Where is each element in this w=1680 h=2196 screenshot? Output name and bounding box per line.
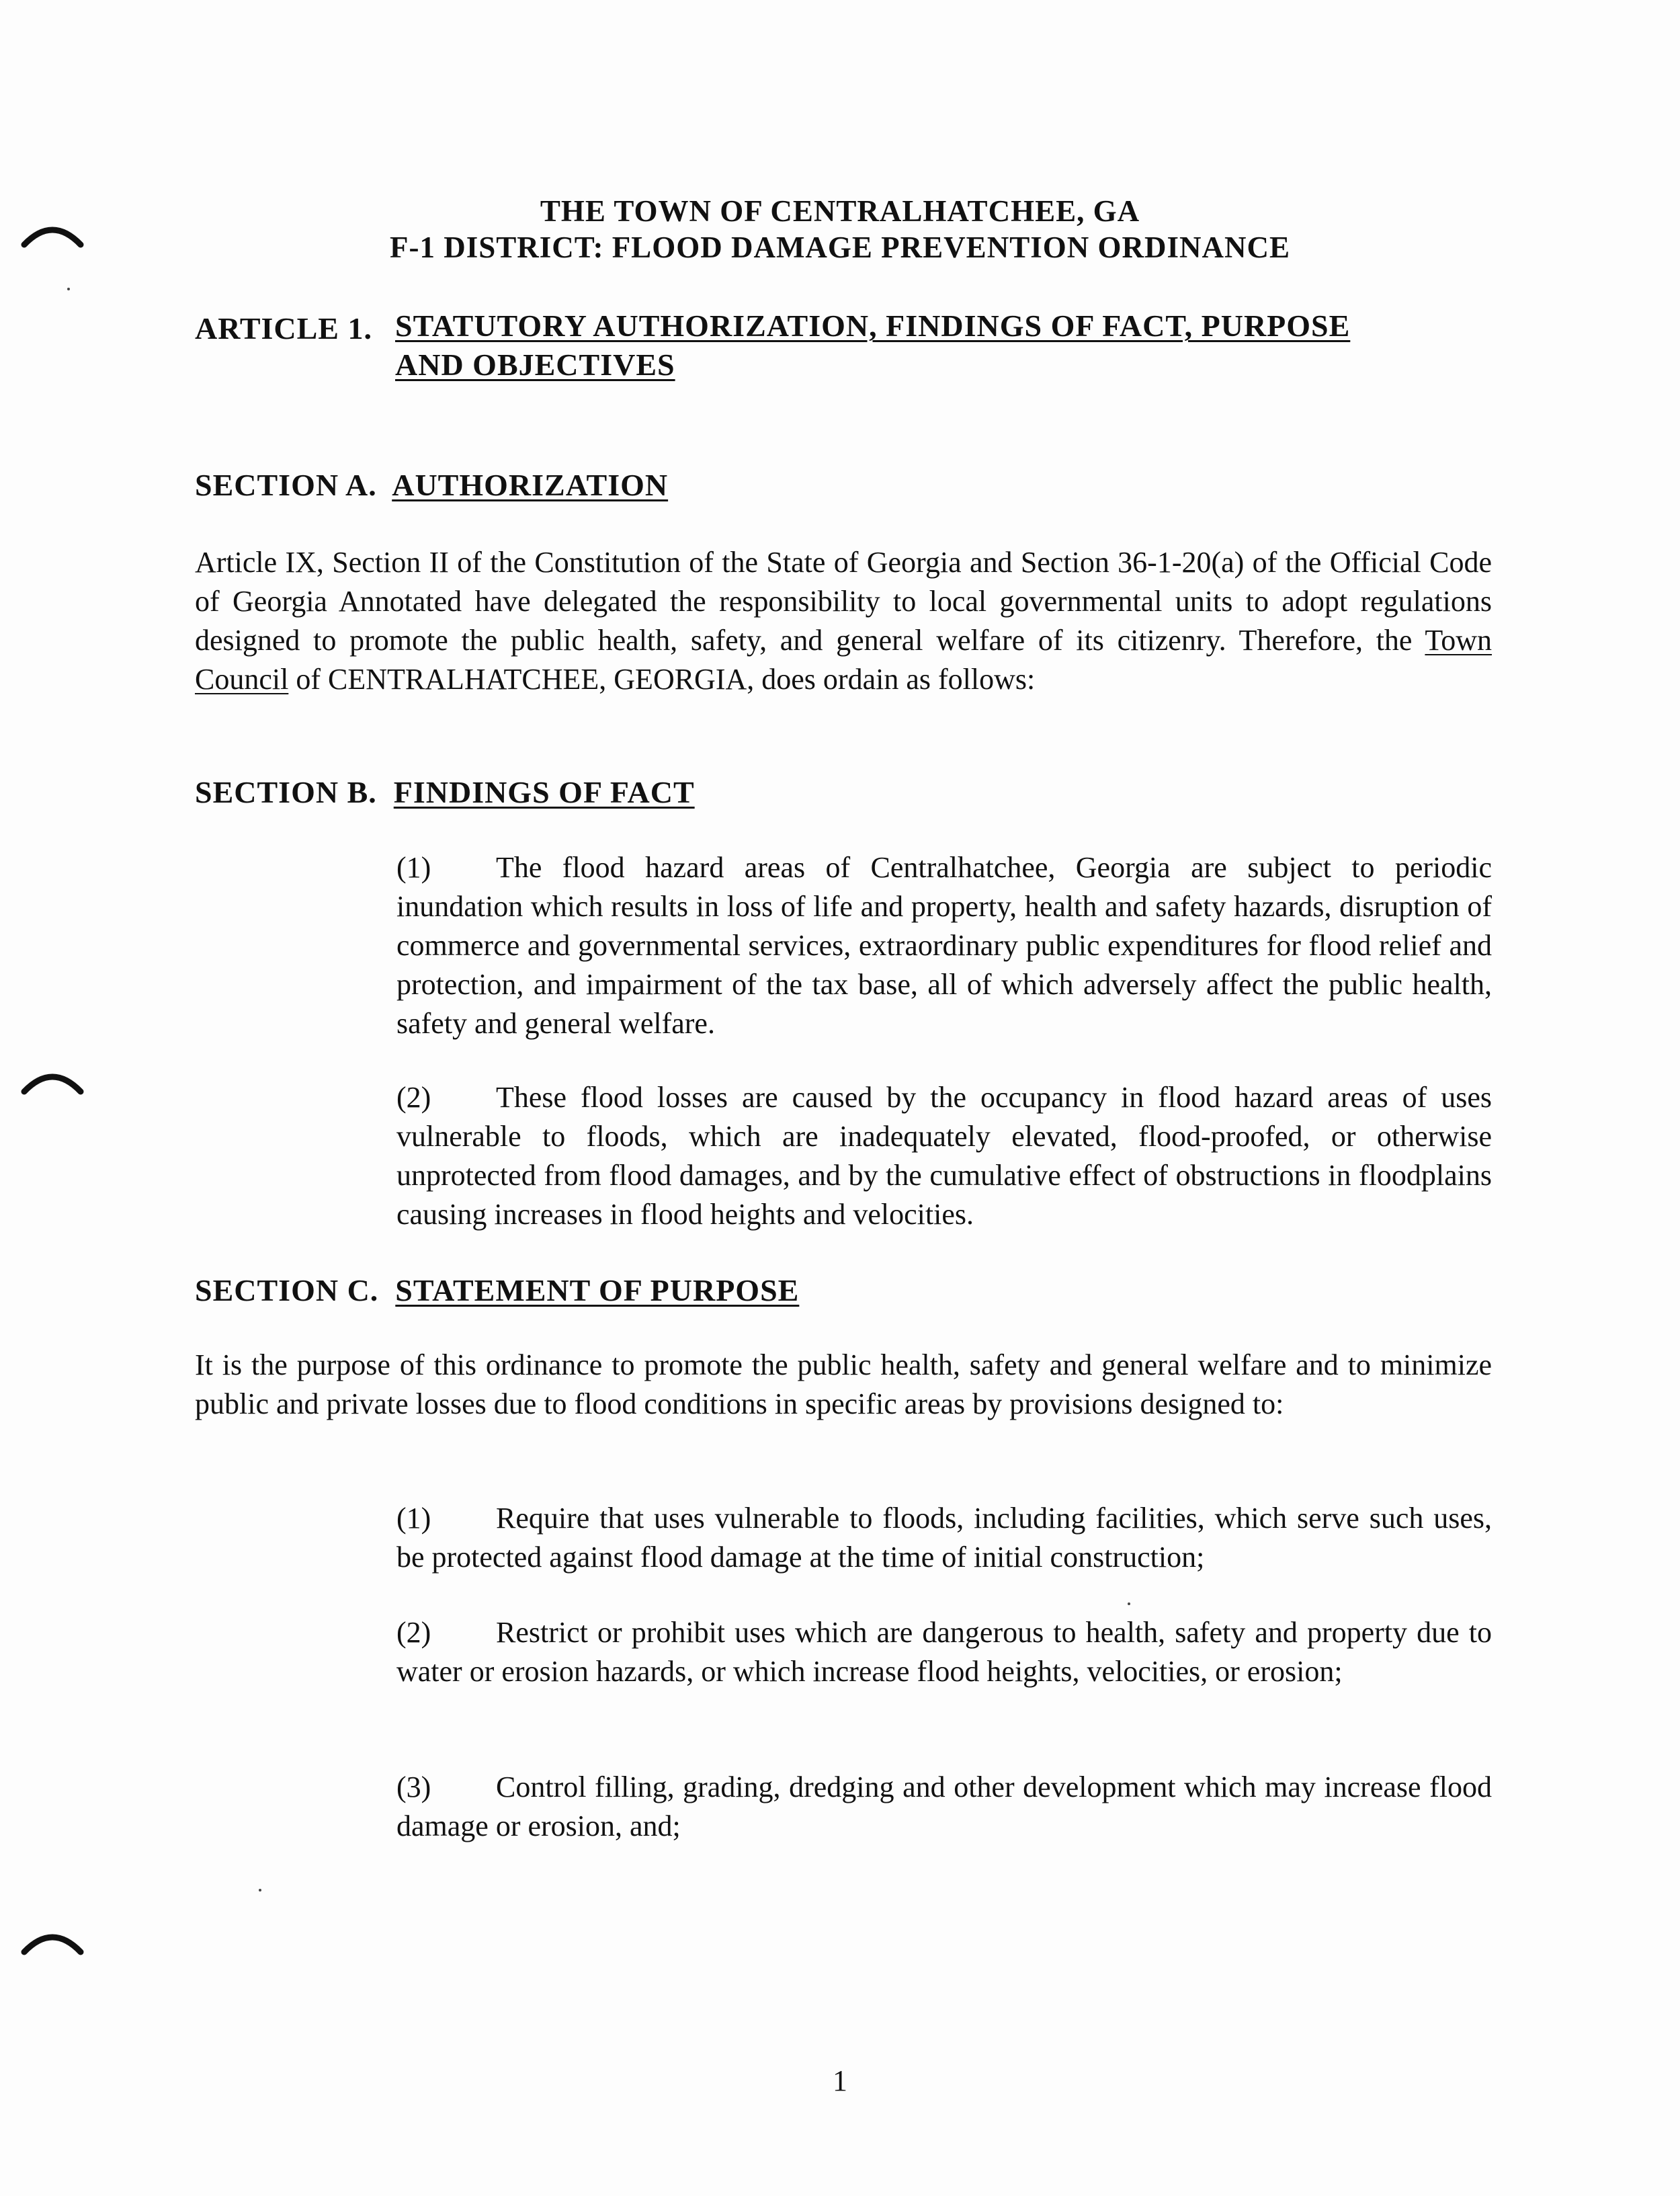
section-c-label: SECTION C. [195,1273,379,1307]
page-number: 1 [833,2064,847,2097]
article-heading [195,311,372,346]
section-c-intro: It is the purpose of this ordinance to promote the public health, safety and general welfare and to minimize public and private losses due to flood conditions in specific areas by provisions designed to: [195,1348,1492,1420]
purpose-item [396,1768,1492,1846]
scan-speck [67,288,70,290]
document-title-line-2: F-1 DISTRICT: FLOOD DAMAGE PREVENTION ORDINANCE [390,231,1290,264]
article-label: ARTICLE 1. [195,311,372,345]
section-c-heading [195,1272,799,1308]
purpose-item [396,1613,1492,1691]
findings-item [396,848,1492,1043]
section-c-title: STATEMENT OF PURPOSE [395,1273,800,1307]
purpose-item-number: (3) [396,1771,431,1803]
section-a-heading [195,467,668,503]
town-council-link-text: Town Council [195,624,1492,696]
purpose-item-text: Restrict or prohibit uses which are dangerous to health, safety and property due to water or erosion hazards, or which increase flood heights, velocities, or erosion; [396,1616,1492,1688]
purpose-item-text: Require that uses vulnerable to floods, including facilities, which serve such uses, be protected against flood damage at the time of initial construction; [396,1502,1492,1574]
findings-item-text: These flood losses are caused by the occupancy in flood hazard areas of uses vulnerable to floods, which are inadequately elevated, flood-proofed, or otherwise unprotected from flood damages, and by the cumulative effect of obstructions in floodplains causing increases in flood heights and velocities. [396,1081,1492,1231]
findings-item-number: (2) [396,1081,431,1114]
punch-hole-mark-icon [20,1069,85,1096]
findings-item-text: The flood hazard areas of Centralhatchee, Georgia are subject to periodic inundation which results in loss of life and property, health and safety hazards, disruption of commerce and governmental services, extraordinary public expenditures for flood relief and protection, and impairment of the tax base, all of which adversely affect the public health, safety and general welfare. [396,851,1492,1040]
section-a-title: AUTHORIZATION [392,468,669,502]
purpose-item [396,1499,1492,1577]
section-b-label: SECTION B. [195,775,377,809]
purpose-item-number: (2) [396,1616,431,1649]
section-b-title: FINDINGS OF FACT [393,775,695,809]
findings-item-number: (1) [396,851,431,884]
section-a-text-before: Article IX, Section II of the Constitution of the State of Georgia and Section 36-1-20(a) of the Official Code of Georgia Annotated have delegated the responsibility to local governmental units to adopt regulations designed to promote the public health, safety, and general welfare of its citizenry. Therefore, the [195,546,1492,657]
section-b-heading [195,774,695,810]
purpose-item-number: (1) [396,1502,431,1535]
punch-hole-mark-icon [20,1929,85,1956]
section-a-paragraph [195,543,1492,699]
article-title-line-1: STATUTORY AUTHORIZATION, FINDINGS OF FACT, PURPOSE [395,309,1351,343]
purpose-item-text: Control filling, grading, dredging and other development which may increase flood damage or erosion, and; [396,1771,1492,1842]
document-title-line-1: THE TOWN OF CENTRALHATCHEE, GA [540,194,1140,228]
scan-speck [1128,1602,1130,1605]
findings-item [396,1078,1492,1234]
section-a-label: SECTION A. [195,468,377,502]
section-a-text-after: of CENTRALHATCHEE, GEORGIA, does ordain as follows: [288,663,1036,696]
scan-speck [259,1889,261,1892]
article-title-line-2: AND OBJECTIVES [395,348,675,382]
